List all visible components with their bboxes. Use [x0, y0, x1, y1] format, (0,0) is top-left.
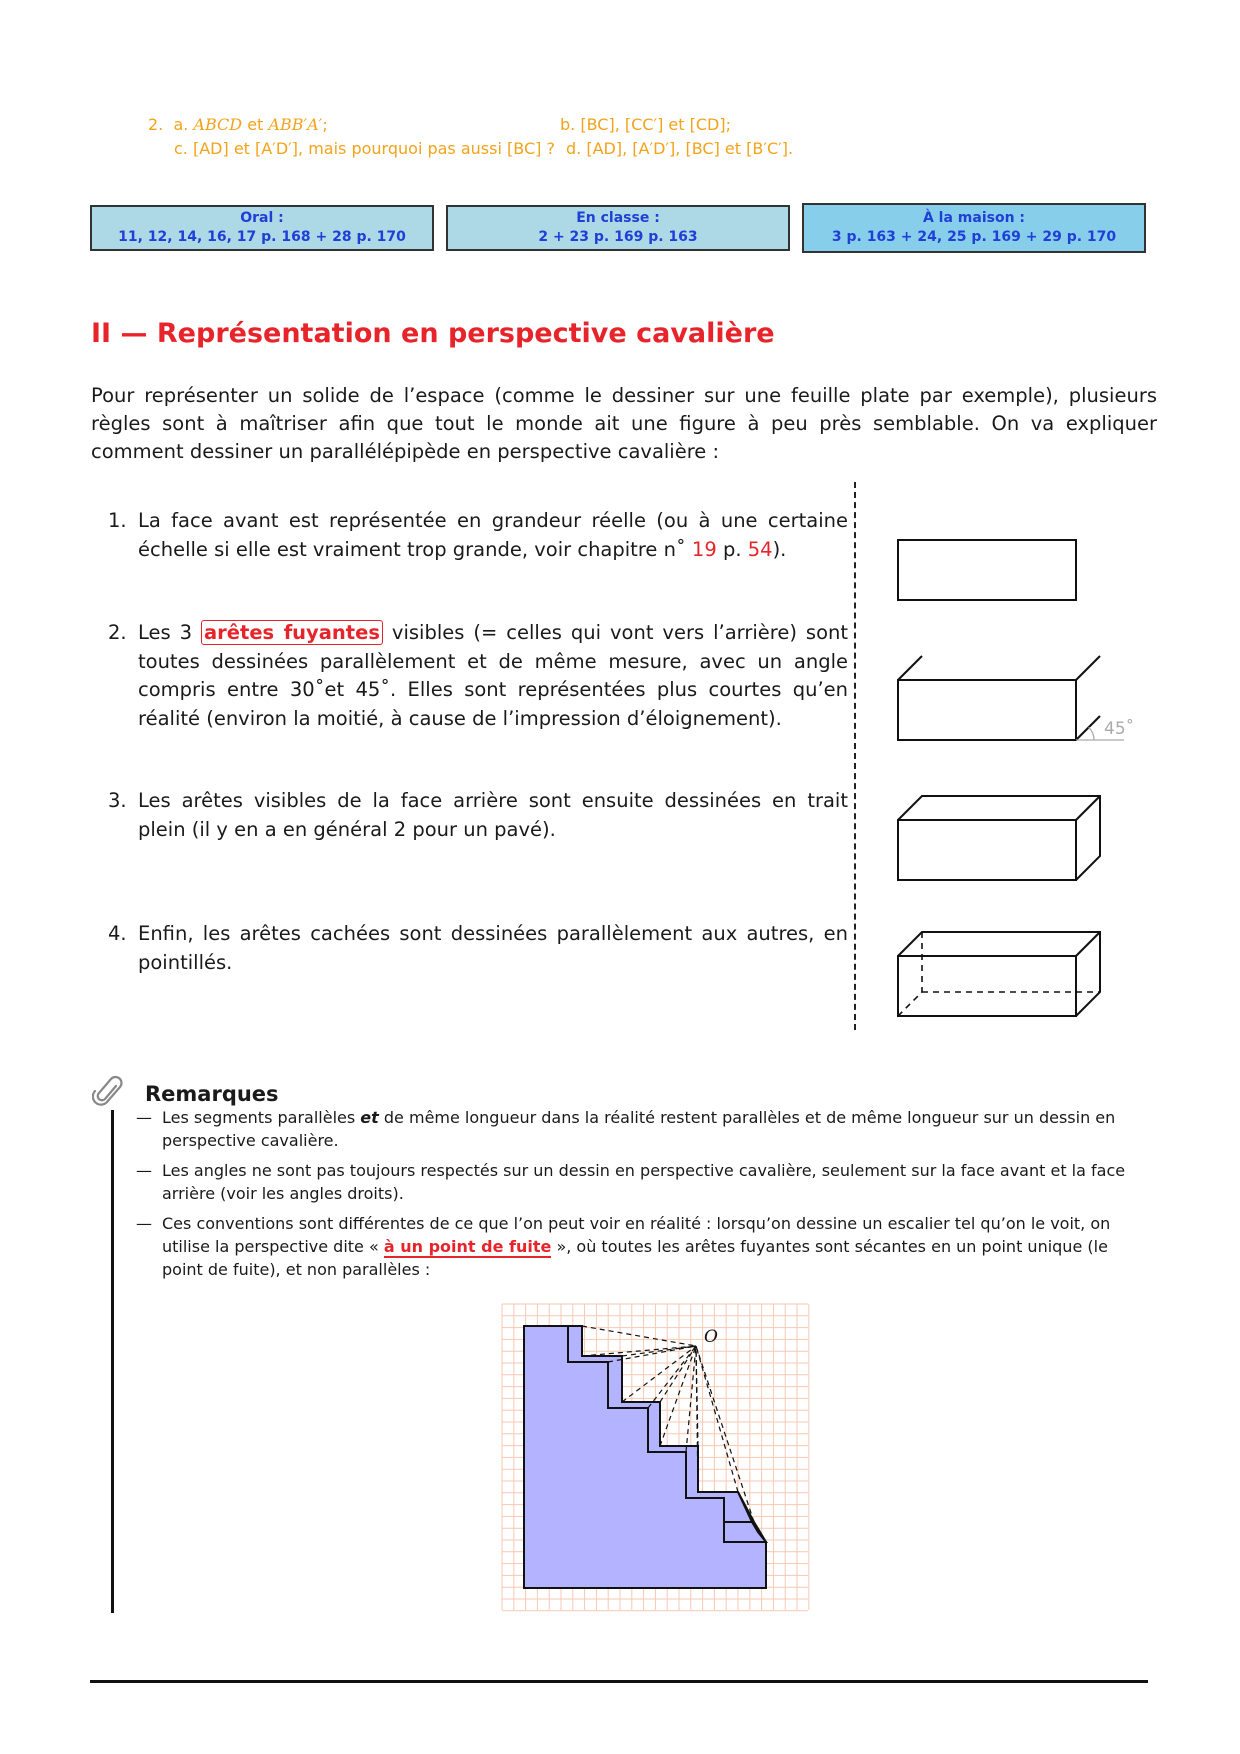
dashed-separator [854, 482, 856, 1030]
remark-1-emphasis: et [360, 1108, 379, 1127]
step-number: 3. [108, 789, 127, 812]
exercise-box-content: 11, 12, 14, 16, 17 p. 168 + 28 p. 170 [118, 229, 406, 245]
angle-label: 45˚ [1104, 719, 1135, 739]
figure-4-back-edges [898, 932, 1100, 1016]
answer-a-math2: ABB′A′ [268, 115, 323, 134]
remark-1 [136, 1106, 1146, 1152]
step-number: 1. [108, 509, 127, 532]
step-2-text-b: visibles (= celles qui vont vers l’arrière) sont toutes dessinées parallèlement et de même mesure, avec un angle compris entre 30˚et 45˚. Elles sont représentées plus courtes qu’en réalité (environ la moitié, à cause de l’impression d’éloignement). [138, 621, 848, 730]
exercise-box-oral [90, 205, 434, 251]
exercise-box-title: Oral : [240, 210, 284, 226]
exercise-box-title: En classe : [576, 210, 660, 226]
step-4 [108, 920, 848, 977]
remark-1-text-b: de même longueur dans la réalité restent parallèles et de même longueur sur un dessin en perspective cavalière. [162, 1108, 1116, 1150]
step-1-text-a: La face avant est représentée en grandeur réelle (ou à une certaine échelle si elle est vraiment trop grande, voir chapitre n˚ [138, 509, 848, 561]
answer-line-1 [148, 113, 328, 137]
answer-b [560, 113, 731, 137]
page-link[interactable]: 54 [747, 537, 773, 561]
figure-4-hidden-edge-3 [898, 992, 922, 1016]
figure-3-back-edges [898, 796, 1100, 880]
paperclip-icon [92, 1074, 126, 1110]
figure-4-edge [1076, 932, 1100, 956]
remarks-bar [111, 1110, 114, 1613]
remarks-title: Remarques [145, 1082, 279, 1106]
figure-1-front-face [898, 540, 1076, 600]
exercise-box-classe [446, 205, 790, 251]
step-2 [108, 619, 848, 733]
cavaliere-figures [880, 520, 1140, 1030]
remark-3-text-a: Ces conventions sont différentes de ce que l’on peut voir en réalité : lorsqu’on dessine un escalier tel qu’on le voit, on utilise la perspective dite « [162, 1214, 1111, 1256]
remark-text [162, 1106, 1146, 1152]
figure-2-edge-3 [1076, 716, 1100, 740]
remark-1-text-a: Les segments parallèles [162, 1108, 356, 1127]
step-1-text-b: p. [722, 537, 742, 561]
remark-2 [136, 1159, 1146, 1205]
step-3 [108, 787, 848, 844]
step-1-text-c: ). [772, 537, 787, 561]
term-point-de-fuite: à un point de fuite [383, 1237, 552, 1256]
figure-2-edge-2 [1076, 656, 1100, 680]
footer-rule [90, 1680, 1148, 1683]
exercise-box-content: 3 p. 163 + 24, 25 p. 169 + 29 p. 170 [831, 229, 1117, 245]
figure-3-edge [1076, 796, 1100, 820]
answer-c-text: [AD] et [A′D′], mais pourquoi pas aussi [BC] ? [192, 139, 555, 158]
figure-4-front-face [898, 956, 1076, 1016]
answer-b-label: b. [560, 115, 576, 134]
remark-text: Les angles ne sont pas toujours respectés sur un dessin en perspective cavalière, seulement sur la face avant et la face arrière (voir les angles droits). [162, 1161, 1126, 1203]
step-text [138, 507, 848, 564]
answer-d-label: d. [566, 139, 582, 158]
vanishing-point-label: O [704, 1327, 718, 1347]
section-title: II — Représentation en perspective cavalière [91, 318, 775, 349]
remark-3-text-b: », où toutes les arêtes fuyantes sont sécantes en un point unique (le point de fuite), et non parallèles : [162, 1237, 1108, 1279]
step-1 [108, 507, 848, 564]
staircase-figure [498, 1300, 810, 1612]
answer-a-math1: ABCD [193, 115, 243, 134]
answer-a-et: et [247, 115, 264, 134]
answer-number: 2. [148, 115, 164, 134]
step-2-text-a: Les 3 [138, 621, 193, 644]
chapter-link[interactable]: 19 [691, 537, 717, 561]
angle-arc [1089, 727, 1094, 740]
answer-d [566, 137, 793, 161]
step-number: 4. [108, 922, 127, 945]
term-aretes-fuyantes: arêtes fuyantes [201, 620, 383, 645]
answer-d-text: [AD], [A′D′], [BC] et [B′C′]. [586, 139, 794, 158]
section-intro: Pour représenter un solide de l’espace (comme le dessiner sur une feuille plate par exemple), plusieurs règles sont à maîtriser afin que tout le monde ait une figure à peu près semblable. On va expliquer comment dessiner un parallélépipède en perspective cavalière : [91, 384, 1157, 463]
answer-c-label: c. [174, 139, 188, 158]
remark-dash: — [136, 1108, 152, 1127]
figure-2-front-face [898, 680, 1076, 740]
answer-b-text: [BC], [CC′] et [CD]; [580, 115, 731, 134]
step-text [138, 619, 848, 733]
exercise-box-content: 2 + 23 p. 169 p. 163 [538, 229, 698, 245]
exercise-box-maison [802, 203, 1146, 253]
figure-3-front-face [898, 820, 1076, 880]
figure-2-edge-1 [898, 656, 922, 680]
remark-dash: — [136, 1214, 152, 1233]
step-text: Les arêtes visibles de la face arrière sont ensuite dessinées en trait plein (il y en a en général 2 pour un pavé). [138, 789, 848, 841]
remark-3 [136, 1212, 1146, 1281]
step-text: Enfin, les arêtes cachées sont dessinées parallèlement aux autres, en pointillés. [138, 922, 848, 974]
exercise-box-title: À la maison : [922, 210, 1026, 226]
answer-c [174, 137, 555, 161]
remark-text [162, 1212, 1146, 1281]
answer-a-label: a. [173, 115, 189, 134]
answer-a-end: ; [322, 115, 328, 134]
remark-dash: — [136, 1161, 152, 1180]
step-number: 2. [108, 621, 127, 644]
